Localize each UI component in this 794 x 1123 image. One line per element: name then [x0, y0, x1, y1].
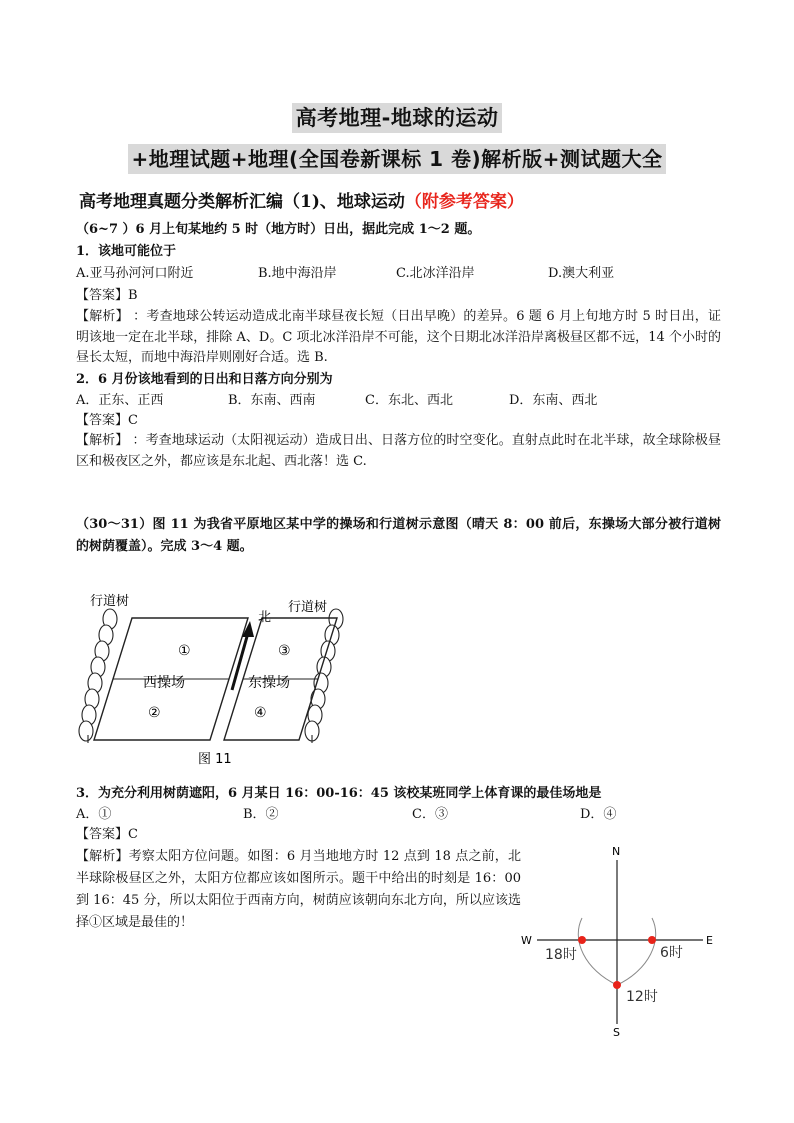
q3-option-c: C．③: [412, 807, 448, 822]
marker-1: ①: [178, 643, 191, 659]
south-label: S: [613, 1026, 620, 1037]
label-12h: 12时: [626, 989, 658, 1005]
q1-option-a: A.亚马孙河河口附近: [76, 266, 194, 281]
tree-left-label: 行道树: [90, 594, 130, 609]
q3-option-a: A．①: [76, 807, 112, 822]
tree-right-label: 行道树: [288, 600, 328, 615]
q3-option-d: D．④: [580, 807, 617, 822]
document-subtitle: +地理试题+地理(全国卷新课标 1 卷)解析版+测试题大全: [128, 144, 667, 174]
q1-text: 1．该地可能位于: [76, 244, 177, 259]
north-label: N: [612, 845, 621, 858]
answer-note: （附参考答案）: [404, 192, 524, 212]
q1-option-b: B.地中海沿岸: [258, 266, 337, 281]
q1-answer: 【答案】B: [76, 288, 138, 303]
sun-12h-marker: [613, 981, 621, 989]
group2-stem: （30～31）图 11 为我省平原地区某中学的操场和行道树示意图（晴天 8：00 前后，东操场大部分被行道树的树荫覆盖）。完成 3～4 题。: [76, 517, 721, 554]
marker-3: ③: [278, 643, 291, 659]
right-tree-row: [305, 609, 343, 743]
q3-option-b: B．②: [243, 807, 279, 822]
label-6h: 6时: [660, 945, 683, 961]
q3-analysis: 【解析】考察太阳方位问题。如图：6 月当地地方时 12 点到 18 点之前，北半球除极昼区之外，太阳方位都应该如图所示。题干中给出的时刻是 16：00 到 16：45 分，所以太阳位于西南方向，树荫应该朝向东北方向，所以应该选择①区域是最佳的！: [76, 849, 521, 930]
east-field-label: 东操场: [248, 675, 290, 691]
q2-text: 2．6 月份该地看到的日出和日落方向分别为: [76, 372, 333, 387]
north-label: 北: [258, 610, 272, 625]
playground-figure: [70, 585, 360, 770]
q2-option-c: C．东北、西北: [365, 393, 453, 408]
east-label: E: [706, 934, 713, 947]
sun-6h-marker: [648, 936, 656, 944]
section-heading: [79, 187, 524, 212]
q2-analysis: 【解析】 ：考查地球运动（太阳视运动）造成日出、日落方位的时空变化。直射点此时在北半球，故全球除极昼区和极夜区之外，都应该是东北起、西北落！选 C.: [76, 433, 721, 469]
sun-18h-marker: [578, 936, 586, 944]
q3-answer: 【答案】C: [76, 827, 138, 842]
section-heading-text: 高考地理真题分类解析汇编（1)、地球运动: [79, 192, 405, 212]
marker-2: ②: [148, 705, 161, 721]
q1-analysis: 【解析】 ：考查地球公转运动造成北南半球昼夜长短（日出早晚）的差异。6 题 6 月上旬地方时 5 时日出，证明该地一定在北半球，排除 A、D。C 项北冰洋沿岸不可能，这个日期北冰洋沿岸离极昼区都不远，14 个小时的昼长太短，而地中海沿岸则刚好合适。选 B.: [76, 309, 721, 365]
q2-option-a: A．正东、正西: [76, 393, 164, 408]
west-field-label: 西操场: [143, 675, 185, 691]
marker-4: ④: [254, 705, 267, 721]
q2-option-d: D．东南、西北: [509, 393, 598, 408]
q2-option-b: B．东南、西南: [228, 393, 316, 408]
q3-text: 3．为充分利用树荫遮阳，6 月某日 16：00-16：45 该校某班同学上体育课的最佳场地是: [76, 786, 602, 801]
group1-stem: （6~7 ）6 月上旬某地约 5 时（地方时）日出，据此完成 1～2 题。: [76, 222, 481, 237]
label-18h: 18时: [545, 947, 577, 963]
q1-option-d: D.澳大利亚: [548, 266, 615, 281]
title-line-2-wrap: [0, 144, 794, 174]
q2-answer: 【答案】C: [76, 413, 138, 428]
west-label: W: [521, 934, 532, 947]
sun-path-diagram: [515, 842, 720, 1037]
document-title: 高考地理-地球的运动: [292, 103, 503, 133]
title-line-1-wrap: [0, 103, 794, 133]
q1-option-c: C.北冰洋沿岸: [396, 266, 475, 281]
figure-caption: 图 11: [198, 752, 232, 767]
left-tree-row: [79, 609, 117, 743]
